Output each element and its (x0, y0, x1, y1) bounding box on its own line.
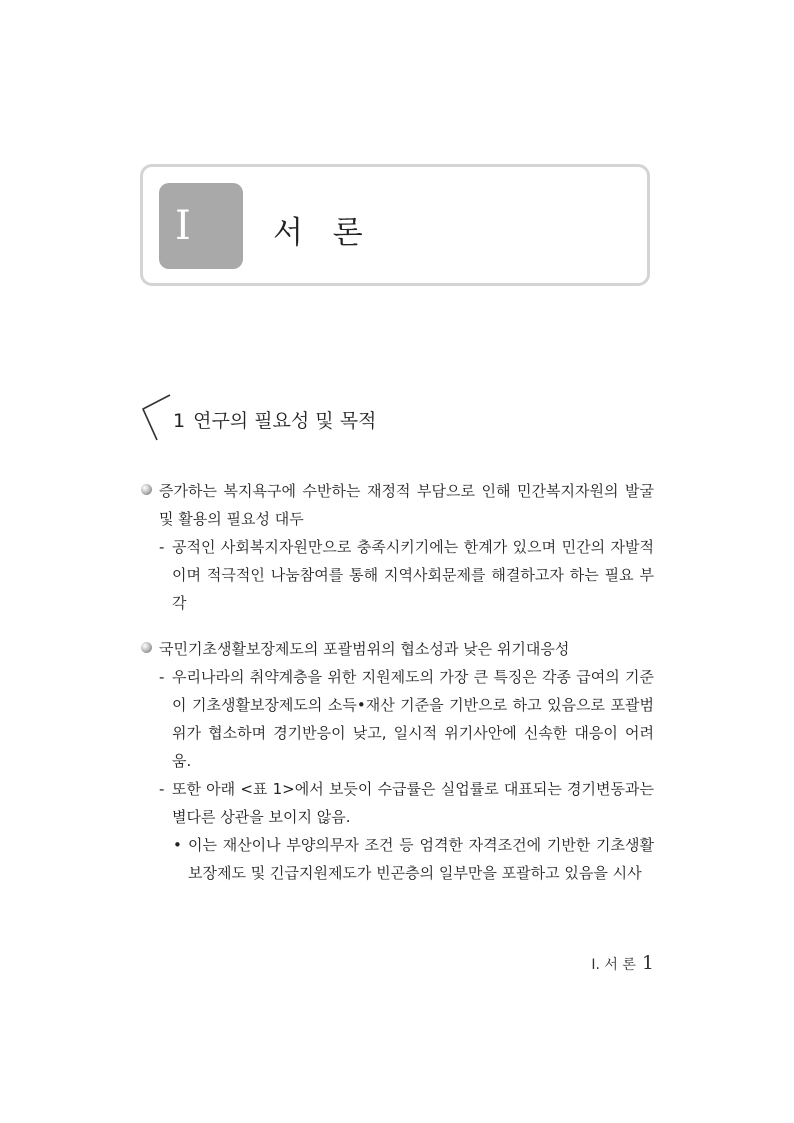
sub-item-text: 또한 아래 <표 1>에서 보듯이 수급률은 실업률로 대표되는 경기변동과는 별다른 상관을 보이지 않음. (172, 780, 654, 826)
bullet-icon (141, 642, 152, 653)
section-title: 연구의 필요성 및 목적 (193, 410, 377, 432)
dash-marker: - (159, 780, 165, 798)
chapter-title: 서 론 (273, 215, 373, 251)
page-footer (591, 952, 654, 974)
dot-marker: • (173, 836, 182, 854)
footer-chapter-label: Ⅰ. 서 론 (591, 957, 636, 973)
section-heading (173, 406, 376, 433)
sub-item-text: 이는 재산이나 부양의무자 조건 등 엄격한 자격조건에 기반한 기초생활보장제도 및 긴급지원제도가 빈곤층의 일부만을 포괄하고 있음을 시사 (188, 836, 654, 882)
dash-marker: - (159, 538, 165, 556)
bullet-text: 증가하는 복지욕구에 수반하는 재정적 부담으로 인해 민간복지자원의 발굴 및 활용의 필요성 대두 (159, 482, 654, 528)
section-number: 1 (173, 410, 186, 432)
bullet-icon (141, 484, 152, 495)
sub-item-text: 공적인 사회복지자원만으로 충족시키기에는 한계가 있으며 민간의 자발적이며 적극적인 나눔참여를 통해 지역사회문제를 해결하고자 하는 필요 부각 (172, 538, 654, 612)
sub-item-text: 우리나라의 취약계층을 위한 지원제도의 가장 큰 특징은 각종 급여의 기준이 기초생활보장제도의 소득•재산 기준을 기반으로 하고 있음으로 포괄범위가 협소하며 경기반응이 낮고, 일시적 위기사안에 신속한 대응이 어려움. (172, 668, 654, 770)
page-number: 1 (641, 952, 654, 974)
bullet-text: 국민기초생활보장제도의 포괄범위의 협소성과 낮은 위기대응성 (159, 640, 570, 658)
chapter-number: Ⅰ (159, 183, 243, 269)
chapter-header (140, 164, 650, 286)
dash-marker: - (159, 668, 165, 686)
